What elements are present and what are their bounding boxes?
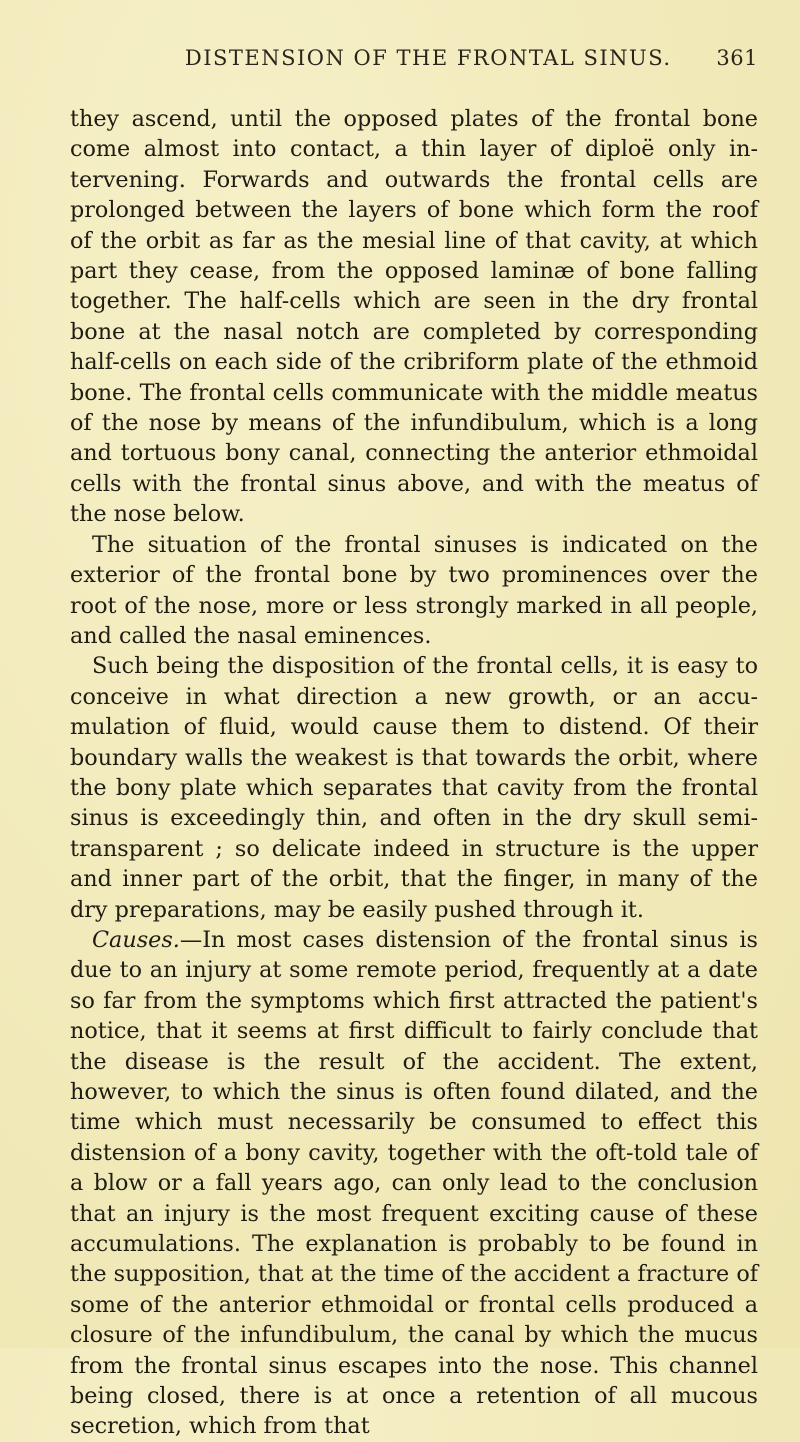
paragraph-text: they ascend, until the opposed plates of the frontal bone come almost into contact, a thin layer of diploë only intervening. Forwards and outwards the frontal cells are prolonged between the layers of bone which form the roof of the orbit as far as the mesial line of that cavity, at which part they cease, from the opposed laminæ of bone falling together. The half-cells which are seen in the dry frontal bone at the nasal notch are completed by corresponding half-cells on each side of the cribriform plate of the ethmoid bone. The frontal cells communicate with the middle meatus of the nose by means of the infundibulum, which is a long and tortuous bony canal, connecting the anterior ethmoidal cells with the frontal sinus above, and with the meatus of the nose below. <box>70 106 758 528</box>
section-lead-causes: Causes. <box>92 926 180 953</box>
paragraph-text: —In most cases distension of the frontal sinus is due to an injury at some remote period, frequently at a date so far from the symptoms which first attracted the patient's notice, that it seems at first difficult to fairly conclude that the disease is the result of the accident. The extent, however, to which the sinus is often found dilated, and the time which must necessarily be consumed to effect this distension of a bony cavity, together with the oft-told tale of a blow or a fall years ago, can only lead to the conclusion that an injury is the most frequent exciting cause of these accumulations. The explanation is probably to be found in the supposition, that at the time of the accident a fracture of some of the anterior ethmoidal or frontal cells produced a closure of the infundibulum, the canal by which the mucus from the frontal sinus escapes into the nose. This channel being closed, there is at once a retention of all mucous secretion, which from that <box>70 926 758 1440</box>
page-number: 361 <box>716 46 758 70</box>
paragraph-nasal-eminences <box>70 530 758 652</box>
paragraph-continuation <box>70 104 758 530</box>
body-text <box>70 104 758 1442</box>
paragraph-text: The situation of the frontal sinuses is indicated on the exterior of the frontal bone by two prominences over the root of the nose, more or less strongly marked in all people, and called the nasal eminences. <box>70 531 758 649</box>
running-head-title: DISTENSION OF THE FRONTAL SINUS. <box>184 46 672 70</box>
paragraph-disposition <box>70 651 758 925</box>
paragraph-text: Such being the disposition of the frontal cells, it is easy to conceive in what direction a new growth, or an accumulation of fluid, would cause them to distend. Of their boundary walls the weakest is that towards the orbit, where the bony plate which separates that cavity from the frontal sinus is exceedingly thin, and often in the dry skull semi-transparent ; so delicate indeed in structure is the upper and inner part of the orbit, that the finger, in many of the dry preparations, may be easily pushed through it. <box>70 653 758 923</box>
paragraph-causes <box>70 925 758 1442</box>
running-head <box>70 46 758 86</box>
